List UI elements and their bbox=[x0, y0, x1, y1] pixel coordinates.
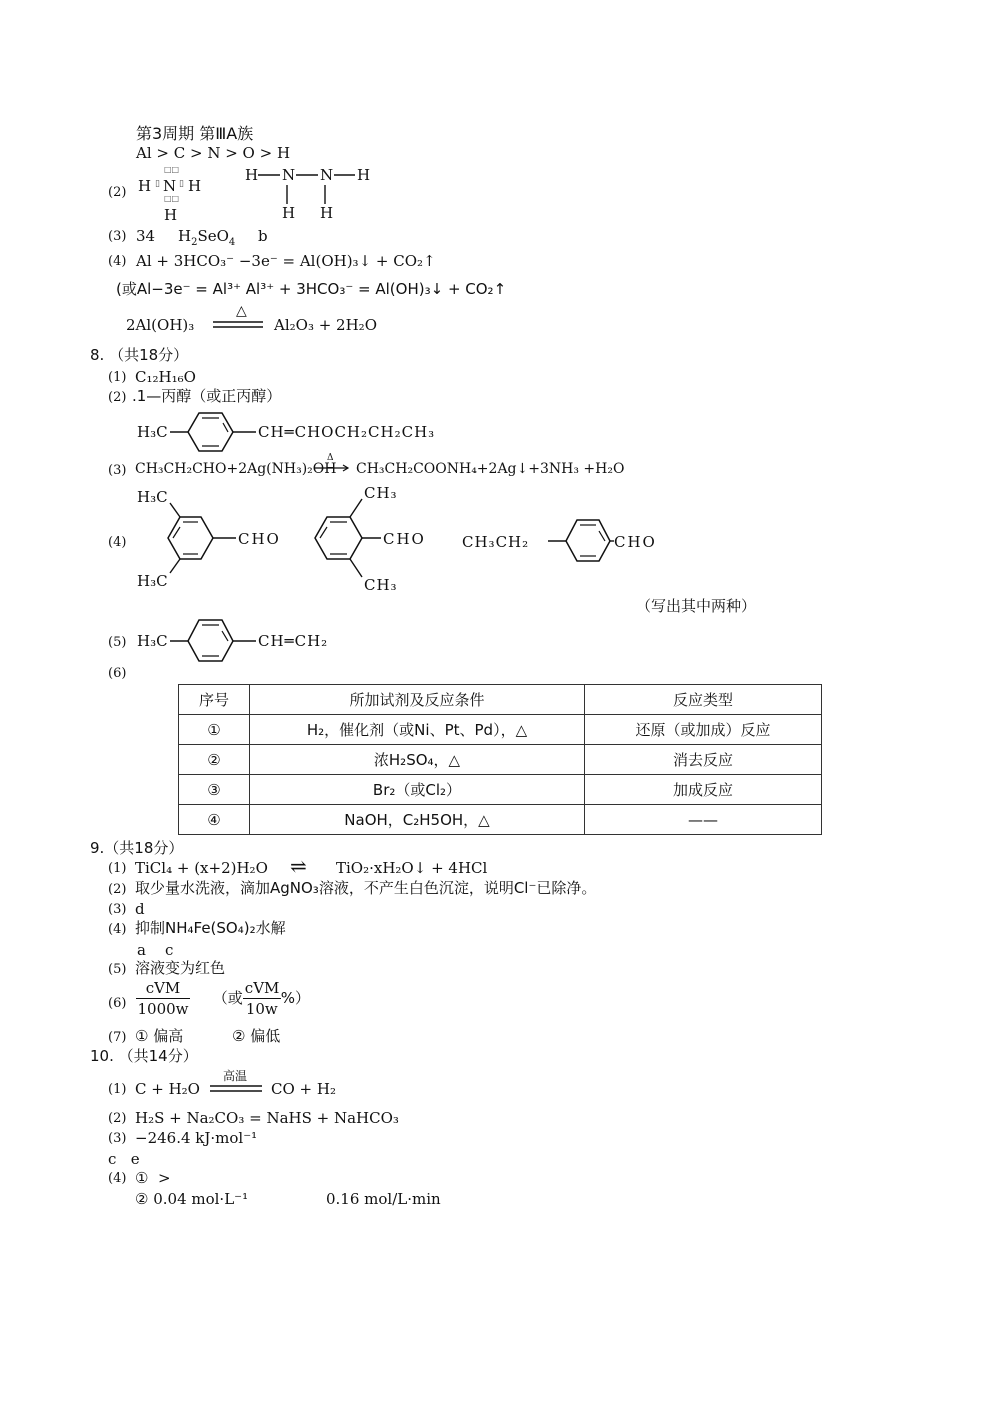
table-header-cell: 所加试剂及反应条件 bbox=[250, 685, 585, 715]
isomer-2-cho: CHO bbox=[383, 530, 426, 548]
fraction-1-denominator: 1000w bbox=[137, 1000, 189, 1018]
fraction-2-denominator: 10w bbox=[245, 1000, 278, 1018]
q7-period-group: 第3周期 第ⅢA族 bbox=[136, 124, 254, 143]
p5-right-group: CH═CH₂ bbox=[258, 632, 329, 650]
q10-p1-left: C + H₂O bbox=[135, 1080, 200, 1098]
q10-p1-right: CO + H₂ bbox=[271, 1080, 336, 1098]
q8-p2-label: (2) bbox=[108, 390, 127, 405]
q7-p3-h: H bbox=[178, 227, 192, 245]
fraction-1-numerator: cVM bbox=[136, 981, 190, 999]
fraction-tail: %） bbox=[280, 989, 311, 1007]
isomer-2-bottom: CH₃ bbox=[364, 576, 398, 594]
q7-p3-answer-1: 34 bbox=[136, 227, 156, 245]
struct-left-group: H₃C bbox=[137, 423, 168, 441]
q10-p3-answer: −246.4 kJ·mol⁻¹ bbox=[135, 1129, 258, 1147]
isomer-1-top: H₃C bbox=[137, 488, 168, 506]
q9-p1-right: TiO₂·xH₂O↓ + 4HCl bbox=[336, 859, 488, 877]
hydrazine-h-down2: H bbox=[320, 204, 334, 222]
fraction-or: （或 bbox=[212, 989, 243, 1007]
q7-p4-label: (4) bbox=[108, 254, 127, 269]
q8-p3-right: CH₃CH₂COONH₄+2Ag↓+3NH₃ +H₂O bbox=[356, 461, 625, 477]
q7-p3-answer-3: b bbox=[258, 227, 268, 245]
q10-p4-answer-2b: 0.16 mol/L·min bbox=[326, 1190, 441, 1208]
isomer-1-cho: CHO bbox=[238, 530, 281, 548]
electron-h-right: H bbox=[188, 177, 202, 195]
table-cell: ④ bbox=[179, 805, 250, 835]
q9-p3-label: (3) bbox=[108, 902, 127, 917]
q7-p2-label: (2) bbox=[108, 185, 127, 200]
q9-p1-left: TiCl₄ + (x+2)H₂O bbox=[135, 859, 268, 877]
q10-p2-answer: H₂S + Na₂CO₃ = NaHS + NaHCO₃ bbox=[135, 1109, 399, 1127]
q10-p4-label: (4) bbox=[108, 1171, 127, 1186]
q9-p6-label: (6) bbox=[108, 996, 127, 1011]
hydrazine-h-down1: H bbox=[282, 204, 296, 222]
electron-dot-left: ▯ bbox=[155, 179, 160, 189]
table-cell: 还原（或加成）反应 bbox=[585, 715, 822, 745]
q10-p2-label: (2) bbox=[108, 1111, 127, 1126]
q8-p1-label: (1) bbox=[108, 370, 127, 385]
hydrazine-h-left: H bbox=[245, 166, 259, 184]
table-cell: H₂，催化剂（或Ni、Pt、Pd），△ bbox=[250, 715, 585, 745]
table-row bbox=[179, 745, 822, 775]
hydrazine-h-right: H bbox=[357, 166, 371, 184]
struct-right-group: CH═CHOCH₂CH₂CH₃ bbox=[258, 423, 436, 441]
table-row bbox=[179, 775, 822, 805]
electron-h-bottom: H bbox=[164, 206, 178, 224]
table-header-cell: 序号 bbox=[179, 685, 250, 715]
table-header-cell: 反应类型 bbox=[585, 685, 822, 715]
q9-p2-answer: 取少量水洗液，滴加AgNO₃溶液，不产生白色沉淀，说明Cl⁻已除净。 bbox=[135, 879, 597, 897]
q9-p6-answer bbox=[136, 981, 310, 1017]
fraction-2 bbox=[243, 981, 281, 1017]
q9-p5-label: (5) bbox=[108, 962, 127, 977]
table-cell: NaOH，C₂H5OH，△ bbox=[250, 805, 585, 835]
table-cell: 加成反应 bbox=[585, 775, 822, 805]
high-temp-condition: 高温 bbox=[223, 1069, 248, 1083]
q10-p1-label: (1) bbox=[108, 1082, 127, 1097]
table-cell: ② bbox=[179, 745, 250, 775]
q9-p4-answer-2: a c bbox=[137, 941, 174, 959]
electron-dot-right: ▯ bbox=[179, 179, 184, 189]
q8-p4-label: (4) bbox=[108, 535, 127, 550]
reaction-conditions-table bbox=[178, 684, 822, 835]
equilibrium-arrow-icon: ⇌ bbox=[290, 854, 307, 878]
q8-p3-left: CH₃CH₂CHO+2Ag(NH₃)₂OH bbox=[135, 461, 337, 477]
q7-p3-answer-2: $H_2SeO_4$ bbox=[178, 227, 236, 248]
table-cell: Br₂（或Cl₂） bbox=[250, 775, 585, 805]
q8-p4-note: （写出其中两种） bbox=[636, 597, 757, 615]
isomer-2-top: CH₃ bbox=[364, 484, 398, 502]
table-cell: ③ bbox=[179, 775, 250, 805]
q9-header: 9.（共18分） bbox=[90, 839, 184, 857]
q10-p4-answer-2a: ② 0.04 mol·L⁻¹ bbox=[135, 1190, 249, 1208]
electron-h-left: H bbox=[138, 177, 152, 195]
electron-n: N bbox=[163, 177, 177, 195]
q9-p2-label: (2) bbox=[108, 882, 127, 897]
q8-p2-answer: .1—丙醇（或正丙醇） bbox=[132, 387, 282, 405]
isomer-3-cho: CHO bbox=[614, 533, 657, 551]
heat-condition-symbol: △ bbox=[236, 303, 247, 319]
table-cell: ① bbox=[179, 715, 250, 745]
double-equal-sign bbox=[0, 0, 1, 1]
hydrazine-n2: N bbox=[320, 166, 334, 184]
electron-dots-top: □□ bbox=[164, 165, 180, 174]
q7-p3-seo: SeO bbox=[197, 227, 229, 245]
q7-p4-eq2: (或Al−3e⁻ = Al³⁺ Al³⁺ + 3HCO₃⁻ = Al(OH)₃↓ + CO₂↑ bbox=[116, 280, 507, 298]
q9-p5-answer: 溶液变为红色 bbox=[135, 959, 226, 977]
q10-p3-label: (3) bbox=[108, 1131, 127, 1146]
table-cell: 消去反应 bbox=[585, 745, 822, 775]
q7-p3-label: (3) bbox=[108, 229, 127, 244]
table-header-row bbox=[179, 685, 822, 715]
q9-p7-label: (7) bbox=[108, 1030, 127, 1045]
table-row bbox=[179, 805, 822, 835]
q9-p4-answer: 抑制NH₄Fe(SO₄)₂水解 bbox=[135, 919, 286, 937]
hydrazine-n1: N bbox=[282, 166, 296, 184]
isomer-3-left: CH₃CH₂ bbox=[462, 533, 530, 551]
q7-p4-eq3-left: 2Al(OH)₃ bbox=[126, 316, 195, 334]
q7-radius-order: Al > C > N > O > H bbox=[136, 144, 291, 162]
fraction-1 bbox=[136, 981, 190, 1017]
table-cell: 浓H₂SO₄，△ bbox=[250, 745, 585, 775]
table-cell: —— bbox=[585, 805, 822, 835]
q10-header: 10. （共14分） bbox=[90, 1047, 198, 1065]
q8-p3-label: (3) bbox=[108, 463, 127, 478]
isomer-1-bottom: H₃C bbox=[137, 572, 168, 590]
fraction-2-numerator: cVM bbox=[244, 979, 280, 997]
electron-dots-bottom: □□ bbox=[164, 194, 180, 203]
q7-p4-eq3-right: Al₂O₃ + 2H₂O bbox=[274, 316, 377, 334]
q10-p4-answer-1: ① > bbox=[135, 1169, 171, 1187]
table-row bbox=[179, 715, 822, 745]
q9-p7-answer-1: ① 偏高 bbox=[135, 1027, 184, 1045]
q10-p3-answer-2: c e bbox=[108, 1150, 140, 1168]
q9-p7-answer-2: ② 偏低 bbox=[232, 1027, 281, 1045]
q8-p6-label: (6) bbox=[108, 666, 127, 681]
q8-p1-answer: C₁₂H₁₆O bbox=[135, 368, 196, 386]
p5-left-group: H₃C bbox=[137, 632, 168, 650]
q8-header: 8. （共18分） bbox=[90, 346, 189, 364]
q8-p5-label: (5) bbox=[108, 635, 127, 650]
q7-p4-eq1: Al + 3HCO₃⁻ −3e⁻ = Al(OH)₃↓ + CO₂↑ bbox=[136, 252, 436, 270]
q9-p1-label: (1) bbox=[108, 861, 127, 876]
q9-p4-label: (4) bbox=[108, 922, 127, 937]
q8-p3-heat: Δ bbox=[327, 453, 334, 463]
q9-p3-answer: d bbox=[135, 900, 145, 918]
